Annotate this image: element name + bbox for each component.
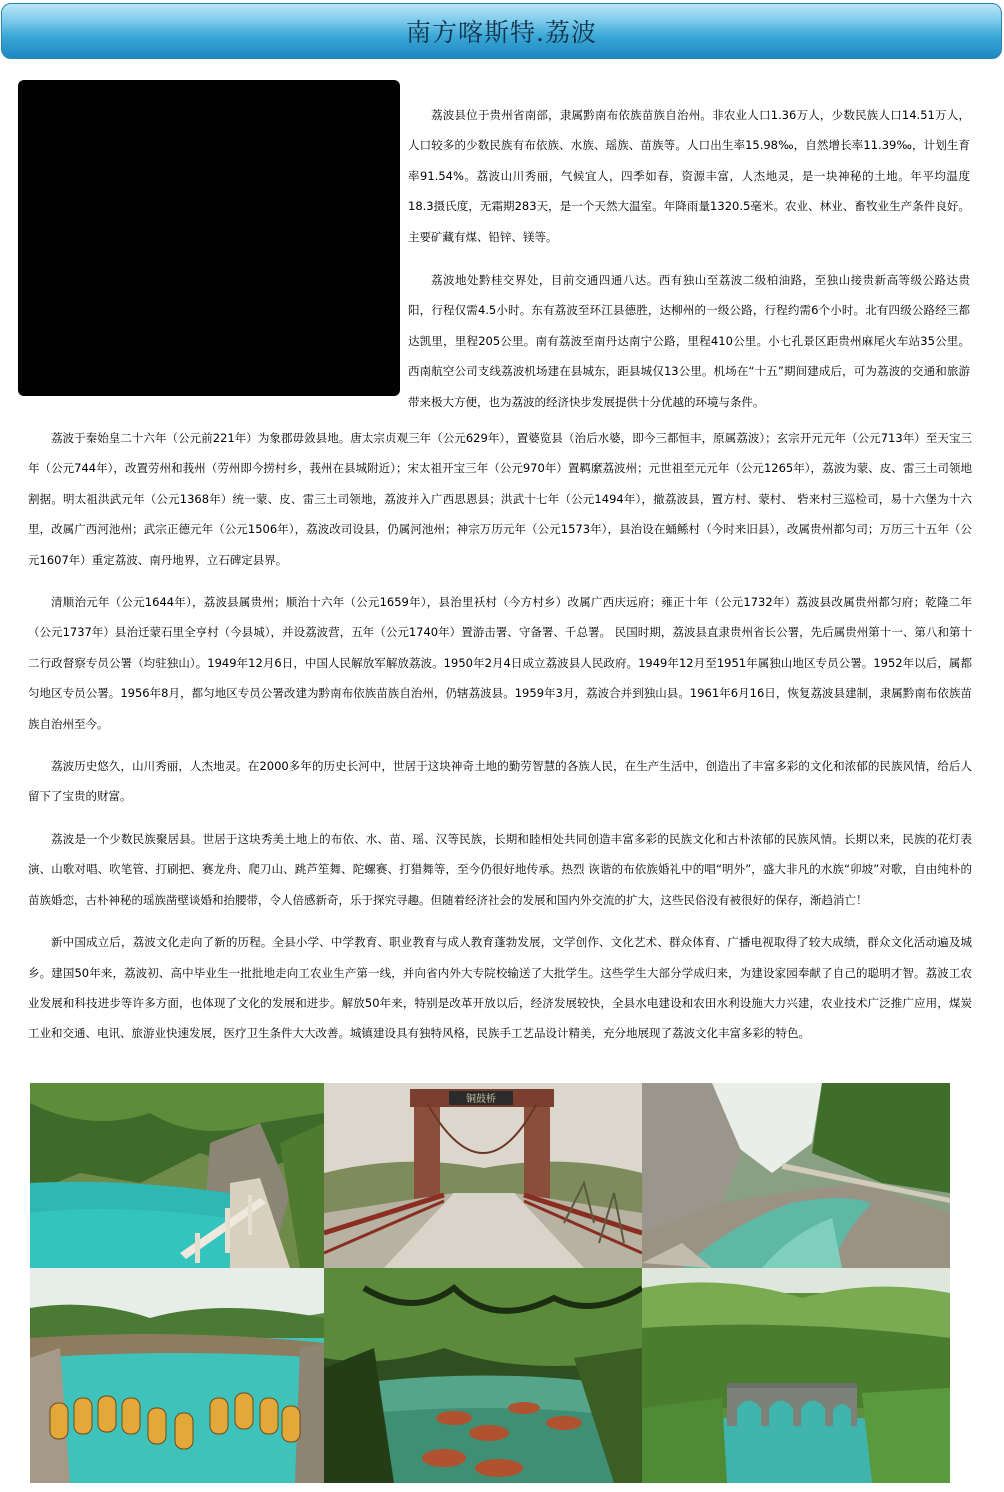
culture-paragraph: 新中国成立后，荔波文化走向了新的历程。全县小学、中学教育、职业教育与成人教育蓬勃发展，文学创作、文化艺术、群众体育、广播电视取得了较大成绩，群众文化活动遍及城乡。建国50年来，荔波初、高中毕业生一批批地走向工农业生产第一线，并向省内外大专院校输送了大批学生。这些学生大部分学成归来，为建设家园奉献了自己的聪明才智。荔波工农业发展和科技进步等许多方面，也体现了文化的发展和进步。解放50年来，特别是改革开放以后，经济发展较快，全县水电建设和农田水利设施大力兴建，农业技术广泛推广应用，煤炭工业和交通、电讯、旅游业快速发展，医疗卫生条件大大改善。城镇建设具有独特风格，民族手工艺品设计精美，充分地展现了荔波文化丰富多彩的特色。	[28, 935, 972, 1041]
video-player[interactable]	[18, 80, 400, 396]
photo-arch-bridge	[642, 1268, 950, 1483]
bridge-sign: 铜鼓桥	[466, 1094, 496, 1105]
intro-paragraph: 荔波县位于贵州省南部，隶属黔南布依族苗族自治州。非农业人口1.36万人，少数民族人口14.51万人，人口较多的少数民族有布依族、水族、瑶族、苗族等。人口出生率15.98‰，自然增长率11.39‰，计划生育率91.54%。荔波山川秀丽，气候宜人，四季如春，资源丰富，人杰地灵，是一块神秘的土地。年平均温度18.3摄氏度，无霜期283天，是一个天然大温室。年降雨量1320.5毫米。农业、林业、畜牧业生产条件良好。主要矿藏有煤、铅锌、镁等。	[408, 108, 970, 244]
culture-paragraph: 荔波历史悠久，山川秀丽，人杰地灵。在2000多年的历史长河中，世居于这块神奇土地的勤劳智慧的各族人民，在生产生活中，创造出了丰富多彩的文化和浓郁的民族风情，给后人留下了宝贵的财富。	[28, 759, 972, 804]
intro-section	[408, 100, 970, 417]
history-section	[28, 423, 972, 1049]
culture-paragraph: 荔波是一个少数民族聚居县。世居于这块秀美土地上的布依、水、苗、瑶、汉等民族，长期和睦相处共同创造丰富多彩的民族文化和古朴浓郁的民族风情。长期以来，民族的花灯表演、山歌对唱、吹笔管、打刷把、赛龙舟、爬刀山、跳芦笙舞、陀螺赛、打猎舞等，至今仍很好地传承。热烈 诙谐的布依族婚礼中的唱“明外”，盛大非凡的水族“卯坡”对歌，自由纯朴的苗族婚恋，古朴神秘的瑶族凿壁谈婚和抬腰带，令人倍感新奇，乐于探究寻趣。但随着经济社会的发展和国内外交流的扩大，这些民俗没有被很好的保存，渐趋消亡！	[28, 831, 972, 907]
history-paragraph: 清顺治元年（公元1644年），荔波县属贵州；顺治十六年（公元1659年），县治里袄村（今方村乡）改属广西庆远府；雍正十年（公元1732年）荔波县改属贵州都匀府；乾隆二年（公元1737年）县治迁蒙石里全亨村（今县城），并设荔波营，五年（公元1740年）置游击署、守备署、千总署。 民国时期，荔波县直隶贵州省长公署，先后属贵州第十一、第八和第十二行政督察专员公署（均驻独山）。1949年12月6日，中国人民解放军解放荔波。1950年2月4日成立荔波县人民政府。1949年12月至1951年属独山地区专员公署。1952年以后，属都匀地区专员公署。1956年8月，都匀地区专员公署改建为黔南布依族苗族自治州，仍辖荔波县。1959年3月，荔波合并到独山县。1961年6月16日，恢复荔波县建制，隶属黔南布依族苗族自治州至今。	[28, 595, 972, 731]
intro-paragraph: 荔波地处黔桂交界处，目前交通四通八达。西有独山至荔波二级柏油路，至独山接贵新高等级公路达贵阳，行程仅需4.5小时。东有荔波至环江县德胜，达柳州的一级公路，行程约需6个小时。北有四级公路经三都达凯里，里程205公里。南有荔波至南丹达南宁公路，里程410公里。小七孔景区距贵州麻尾火车站35公里。西南航空公司支线荔波机场建在县城东，距县城仅13公里。机场在“十五”期间建成后，可为荔波的交通和旅游带来极大方便，也为荔波的经济快步发展提供十分优越的环境与条件。	[408, 273, 970, 409]
photo-gallery	[30, 1083, 950, 1483]
photo-lake-boats	[30, 1268, 324, 1483]
photo-cave-river	[642, 1083, 950, 1268]
photo-forest-stream	[324, 1268, 642, 1483]
page-header	[1, 3, 1002, 59]
page-title: 南方喀斯特.荔波	[406, 18, 597, 47]
photo-suspension-bridge	[324, 1083, 642, 1268]
history-paragraph: 荔波于秦始皇二十六年（公元前221年）为象郡毋敛县地。唐太宗贞观三年（公元629年），置婆览县（治后水婆，即今三都恒丰，原属荔波）；玄宗开元元年（公元713年）至天宝三年（公元744年），改置劳州和莪州（劳州即今捞村乡，莪州在县城附近）；宋太祖开宝三年（公元970年）置羁縻荔波州；元世祖至元元年（公元1265年），荔波为蒙、皮、雷三土司领地割据。明太祖洪武元年（公元1368年）统一蒙、皮、雷三土司领地，荔波并入广西思恩县；洪武十七年（公元1494年），撤荔波县，置方村、蒙村、 砦来村三巡检司，易十六堡为十六里，改属广西河池州；武宗正德元年（公元1506年），荔波改司设县，仍属河池州；神宗万历元年（公元1573年），县治设在蛹鲧村（今时来旧县），改属贵州都匀司；万历三十五年（公元1607年）重定荔波、南丹地界，立石碑定县界。	[28, 431, 972, 567]
photo-gorge-walkway	[30, 1083, 324, 1268]
